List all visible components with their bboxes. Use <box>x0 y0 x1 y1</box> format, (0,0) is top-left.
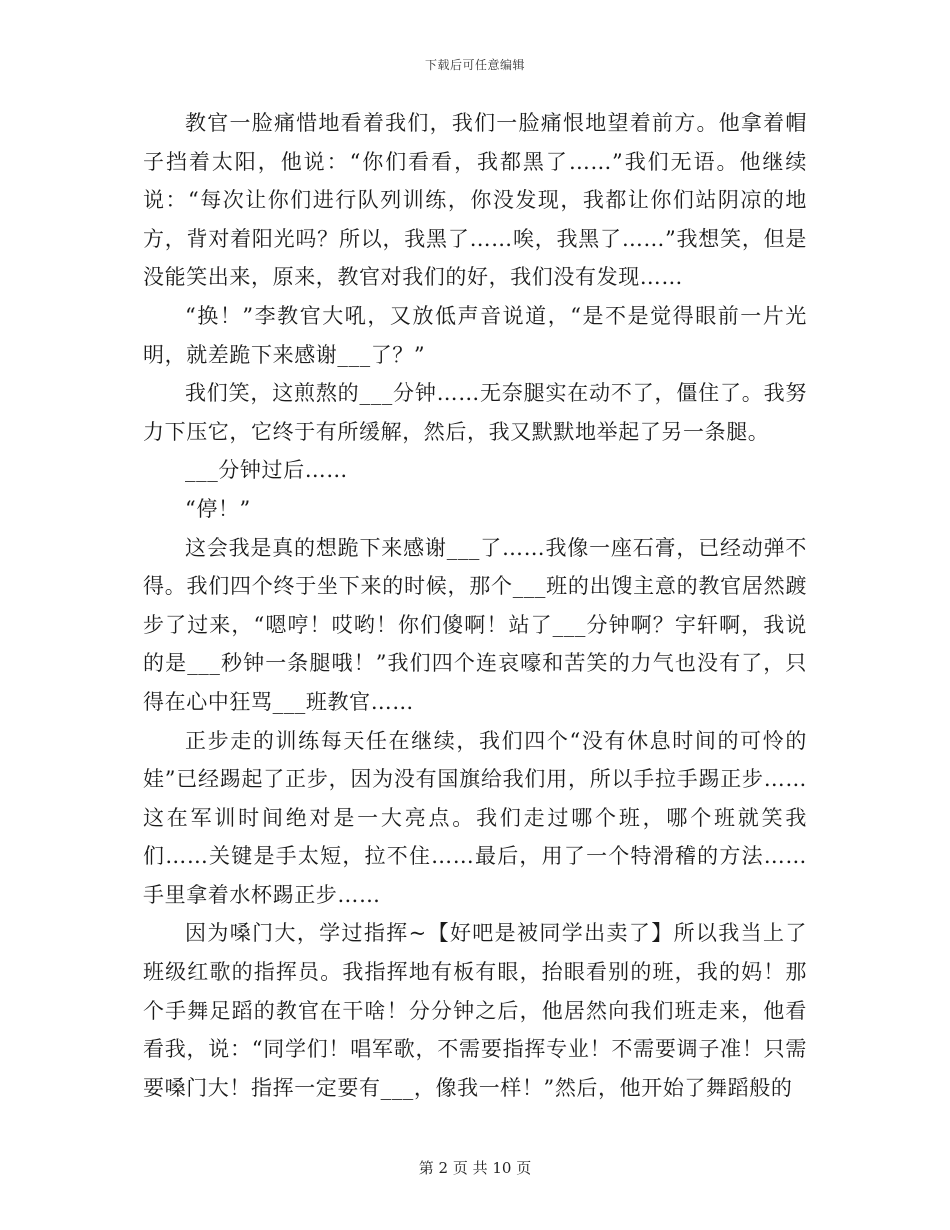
paragraph: 这会我是真的想跪下来感谢___了……我像一座石膏，已经动弹不得。我们四个终于坐下来的时候，那个___班的出馊主意的教官居然踱步了过来，“嗯哼！哎哟！你们傻啊！站了___分钟啊？宇轩啊，我说的是___秒钟一条腿哦！”我们四个连哀嚎和苦笑的力气也没有了，只得在心中狂骂___班教官…… <box>143 535 807 714</box>
paragraph: “换！”李教官大吼，又放低声音说道，“是不是觉得眼前一片光明，就差跪下来感谢___了？” <box>143 303 807 367</box>
paragraph: 我们笑，这煎熬的___分钟……无奈腿实在动不了，僵住了。我努力下压它，它终于有所缓解，然后，我又默默地举起了另一条腿。 <box>143 381 807 444</box>
paragraph: “停！” <box>185 496 251 521</box>
paragraph: 教官一脸痛惜地看着我们，我们一脸痛恨地望着前方。他拿着帽子挡着太阳，他说：“你们看看，我都黑了……”我们无语。他继续说：“每次让你们进行队列训练，你没发现，我都让你们站阴凉的地方，背对着阳光吗？所以，我黑了……唉，我黑了……”我想笑，但是没能笑出来，原来，教官对我们的好，我们没有发现…… <box>143 111 807 290</box>
paragraph: 因为嗓门大，学过指挥~【好吧是被同学出卖了】所以我当上了班级红歌的指挥员。我指挥地有板有眼，抬眼看别的班，我的妈！那个手舞足蹈的教官在干啥！分分钟之后，他居然向我们班走来，他看看我，说：“同学们！唱军歌，不需要指挥专业！不需要调子准！只需要嗓门大！指挥一定要有___，像我一样！”然后，他开始了舞蹈般的 <box>143 921 807 1100</box>
paragraph: ___分钟过后…… <box>185 458 348 483</box>
paragraph: 正步走的训练每天任在继续，我们四个“没有休息时间的可怜的娃”已经踢起了正步，因为没有国旗给我们用，所以手拉手踢正步……这在军训时间绝对是一大亮点。我们走过哪个班，哪个班就笑我们……关键是手太短，拉不住……最后，用了一个特滑稽的方法……手里拿着水杯踢正步…… <box>143 728 807 907</box>
page-number-footer: 第 2 页 共 10 页 <box>418 1159 532 1177</box>
document-body <box>143 104 807 1107</box>
page-header: 下载后可任意编辑 <box>424 58 525 72</box>
